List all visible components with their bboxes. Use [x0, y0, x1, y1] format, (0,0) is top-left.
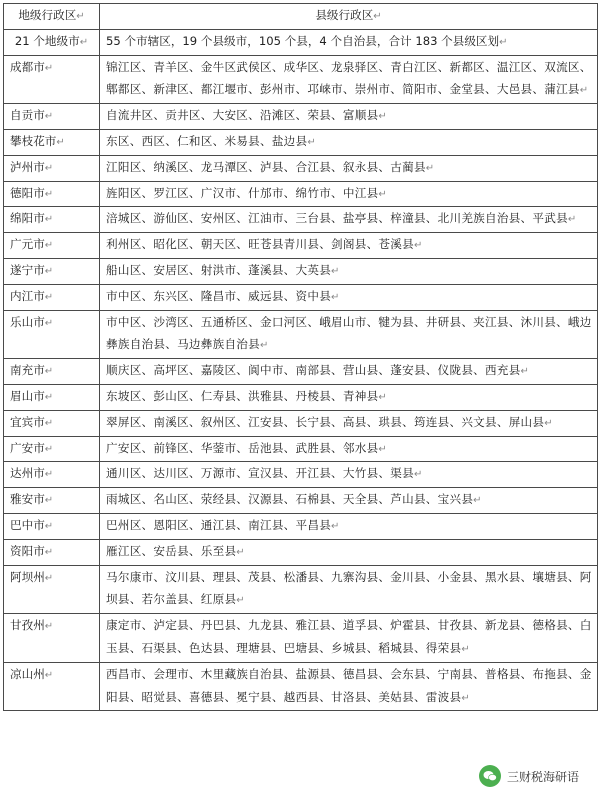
counties-cell — [100, 384, 598, 410]
paragraph-mark: ↵ — [413, 240, 423, 252]
county-list: 涪城区、游仙区、安州区、江油市、三台县、盐亭县、梓潼县、北川羌族自治县、平武县 — [106, 211, 568, 226]
prefecture-name: 广安市 — [10, 440, 45, 455]
prefecture-name: 绵阳市 — [10, 211, 45, 226]
prefecture-name: 雅安市 — [10, 492, 45, 507]
prefecture-name: 攀枝花市 — [10, 133, 57, 148]
watermark — [475, 763, 583, 789]
county-list: 锦江区、青羊区、金牛区武侯区、成华区、龙泉驿区、青白江区、新都区、温江区、双流区、郫都区、新津区、都江堰市、彭州市、邛崃市、崇州市、简阳市、金堂县、大邑县、蒲江县 — [106, 59, 592, 97]
paragraph-mark: ↵ — [44, 317, 54, 329]
prefecture-cell — [4, 513, 100, 539]
prefecture-cell — [4, 565, 100, 614]
table-row — [4, 104, 598, 130]
paragraph-mark: ↵ — [44, 546, 54, 558]
prefecture-cell — [4, 129, 100, 155]
table-header-row — [4, 4, 598, 30]
counties-cell — [100, 181, 598, 207]
counties-cell — [100, 662, 598, 711]
prefecture-name: 泸州市 — [10, 159, 45, 174]
paragraph-mark: ↵ — [76, 11, 85, 22]
prefecture-cell — [4, 284, 100, 310]
table-row — [4, 233, 598, 259]
table-row — [4, 359, 598, 385]
prefecture-cell — [4, 258, 100, 284]
table-row — [4, 129, 598, 155]
summary-region-cell: 21 个地级市↵ — [4, 29, 100, 55]
county-list: 翠屏区、南溪区、叙州区、江安县、长宁县、高县、珙县、筠连县、兴文县、屏山县 — [106, 414, 545, 429]
wechat-logo-icon — [479, 765, 501, 787]
county-list: 通川区、达川区、万源市、宣汉县、开江县、大竹县、渠县 — [106, 466, 414, 481]
county-list: 巴州区、恩阳区、通江县、南江县、平昌县 — [106, 517, 332, 532]
table-row — [4, 258, 598, 284]
paragraph-mark: ↵ — [44, 291, 54, 303]
paragraph-mark: ↵ — [44, 669, 54, 681]
county-list: 旌阳区、罗江区、广汉市、什邡市、绵竹市、中江县 — [106, 185, 379, 200]
prefecture-cell — [4, 614, 100, 663]
paragraph-mark: ↵ — [44, 469, 54, 481]
paragraph-mark: ↵ — [461, 692, 470, 704]
counties-cell — [100, 104, 598, 130]
paragraph-mark: ↵ — [373, 11, 382, 22]
prefecture-cell — [4, 462, 100, 488]
counties-cell — [100, 359, 598, 385]
counties-cell — [100, 565, 598, 614]
counties-cell — [100, 284, 598, 310]
prefecture-name: 自贡市 — [10, 108, 45, 123]
prefecture-cell — [4, 55, 100, 104]
paragraph-mark: ↵ — [579, 85, 589, 97]
county-list: 西昌市、会理市、木里藏族自治县、盐源县、德昌县、会东县、宁南县、普格县、布拖县、金阳县、昭觉县、喜德县、冕宁县、越西县、甘洛县、美姑县、雷波县 — [106, 666, 592, 704]
paragraph-mark: ↵ — [473, 495, 482, 507]
paragraph-mark: ↵ — [44, 572, 54, 584]
county-list: 雨城区、名山区、荥经县、汉源县、石棉县、天全县、芦山县、宝兴县 — [106, 492, 474, 507]
paragraph-mark: ↵ — [378, 111, 388, 123]
prefecture-name: 巴中市 — [10, 517, 45, 532]
counties-cell — [100, 310, 598, 359]
paragraph-mark: ↵ — [56, 136, 65, 148]
county-list: 东区、西区、仁和区、米易县、盐边县 — [106, 133, 308, 148]
paragraph-mark: ↵ — [499, 36, 508, 48]
prefecture-cell — [4, 384, 100, 410]
paragraph-mark: ↵ — [44, 391, 54, 403]
counties-cell — [100, 539, 598, 565]
watermark-text: 三财税海研语 — [506, 769, 579, 784]
paragraph-mark: ↵ — [44, 417, 54, 429]
counties-cell — [100, 614, 598, 663]
prefecture-name: 广元市 — [10, 237, 45, 252]
prefecture-name: 宜宾市 — [10, 414, 45, 429]
paragraph-mark: ↵ — [461, 643, 470, 655]
table-row — [4, 410, 598, 436]
paragraph-mark: ↵ — [44, 214, 54, 226]
header-prefecture: 地级行政区↵ — [4, 4, 100, 30]
prefecture-cell — [4, 359, 100, 385]
paragraph-mark: ↵ — [425, 162, 435, 174]
paragraph-mark: ↵ — [378, 188, 388, 200]
table-row — [4, 488, 598, 514]
table-row — [4, 662, 598, 711]
prefecture-cell — [4, 310, 100, 359]
table-row — [4, 513, 598, 539]
administrative-divisions-table — [3, 3, 598, 711]
counties-cell — [100, 258, 598, 284]
table-row — [4, 614, 598, 663]
paragraph-mark: ↵ — [236, 546, 245, 558]
table-row — [4, 55, 598, 104]
county-list: 江阳区、纳溪区、龙马潭区、泸县、合江县、叙永县、古蔺县 — [106, 159, 426, 174]
paragraph-mark: ↵ — [378, 443, 388, 455]
paragraph-mark: ↵ — [44, 520, 54, 532]
prefecture-cell — [4, 488, 100, 514]
table-row — [4, 539, 598, 565]
paragraph-mark: ↵ — [79, 36, 89, 48]
table-row — [4, 155, 598, 181]
counties-cell — [100, 410, 598, 436]
table-row — [4, 565, 598, 614]
county-list: 顺庆区、高坪区、嘉陵区、阆中市、南部县、营山县、蓬安县、仪陇县、西充县 — [106, 363, 521, 378]
paragraph-mark: ↵ — [44, 111, 54, 123]
paragraph-mark: ↵ — [331, 291, 340, 303]
paragraph-mark: ↵ — [378, 391, 388, 403]
county-list: 船山区、安居区、射洪市、蓬溪县、大英县 — [106, 262, 332, 277]
paragraph-mark: ↵ — [44, 162, 54, 174]
paragraph-mark: ↵ — [567, 214, 577, 226]
table-row — [4, 384, 598, 410]
paragraph-mark: ↵ — [44, 621, 54, 633]
county-list: 市中区、东兴区、隆昌市、威远县、资中县 — [106, 288, 332, 303]
paragraph-mark: ↵ — [44, 265, 54, 277]
header-county: 县级行政区↵ — [100, 4, 598, 30]
prefecture-cell — [4, 539, 100, 565]
paragraph-mark: ↵ — [544, 417, 553, 429]
paragraph-mark: ↵ — [331, 265, 340, 277]
paragraph-mark: ↵ — [331, 520, 340, 532]
county-list: 东坡区、彭山区、仁寿县、洪雅县、丹棱县、青神县 — [106, 388, 379, 403]
paragraph-mark: ↵ — [259, 340, 269, 352]
paragraph-mark: ↵ — [44, 240, 54, 252]
county-list: 市中区、沙湾区、五通桥区、金口河区、峨眉山市、犍为县、井研县、夹江县、沐川县、峨边彝族自治县、马边彝族自治县 — [106, 314, 592, 352]
counties-cell — [100, 436, 598, 462]
prefecture-name: 甘孜州 — [10, 618, 45, 633]
paragraph-mark: ↵ — [520, 366, 530, 378]
county-list: 广安区、前锋区、华蓥市、岳池县、武胜县、邻水县 — [106, 440, 379, 455]
prefecture-cell — [4, 410, 100, 436]
counties-cell — [100, 155, 598, 181]
prefecture-name: 德阳市 — [10, 185, 45, 200]
prefecture-name: 南充市 — [10, 363, 45, 378]
prefecture-name: 凉山州 — [10, 666, 45, 681]
prefecture-cell — [4, 207, 100, 233]
table-row — [4, 436, 598, 462]
prefecture-cell — [4, 155, 100, 181]
prefecture-name: 乐山市 — [10, 314, 45, 329]
table-row — [4, 207, 598, 233]
paragraph-mark: ↵ — [44, 443, 54, 455]
counties-cell — [100, 488, 598, 514]
prefecture-name: 遂宁市 — [10, 262, 45, 277]
county-list: 自流井区、贡井区、大安区、沿滩区、荣县、富顺县 — [106, 108, 379, 123]
paragraph-mark: ↵ — [44, 188, 54, 200]
prefecture-cell — [4, 104, 100, 130]
paragraph-mark: ↵ — [44, 62, 54, 74]
counties-cell — [100, 513, 598, 539]
table-row — [4, 181, 598, 207]
prefecture-name: 达州市 — [10, 466, 45, 481]
paragraph-mark: ↵ — [307, 136, 316, 148]
table-row — [4, 284, 598, 310]
prefecture-name: 眉山市 — [10, 388, 45, 403]
counties-cell — [100, 233, 598, 259]
table-row — [4, 310, 598, 359]
prefecture-name: 内江市 — [10, 288, 45, 303]
prefecture-name: 成都市 — [10, 59, 45, 74]
counties-cell — [100, 55, 598, 104]
county-list: 康定市、泸定县、丹巴县、九龙县、雅江县、道孚县、炉霍县、甘孜县、新龙县、德格县、白玉县、石渠县、色达县、理塘县、巴塘县、乡城县、稻城县、得荣县 — [106, 618, 592, 655]
prefecture-cell — [4, 436, 100, 462]
prefecture-cell — [4, 181, 100, 207]
paragraph-mark: ↵ — [44, 495, 54, 507]
counties-cell — [100, 207, 598, 233]
counties-cell — [100, 462, 598, 488]
table-row — [4, 462, 598, 488]
summary-row — [4, 29, 598, 55]
paragraph-mark: ↵ — [44, 366, 54, 378]
prefecture-cell — [4, 233, 100, 259]
counties-cell — [100, 129, 598, 155]
summary-counties-cell: 55 个市辖区，19 个县级市，105 个县，4 个自治县，合计 183 个县级区划↵ — [100, 29, 598, 55]
county-list: 马尔康市、汶川县、理县、茂县、松潘县、九寨沟县、金川县、小金县、黑水县、壤塘县、阿坝县、若尔盖县、红原县 — [106, 569, 592, 607]
county-list: 利州区、昭化区、朝天区、旺苍县青川县、剑阁县、苍溪县 — [106, 237, 414, 252]
prefecture-cell — [4, 662, 100, 711]
prefecture-name: 阿坝州 — [10, 569, 45, 584]
prefecture-name: 资阳市 — [10, 543, 45, 558]
county-list: 雁江区、安岳县、乐至县 — [106, 543, 237, 558]
paragraph-mark: ↵ — [413, 469, 423, 481]
paragraph-mark: ↵ — [236, 595, 245, 607]
